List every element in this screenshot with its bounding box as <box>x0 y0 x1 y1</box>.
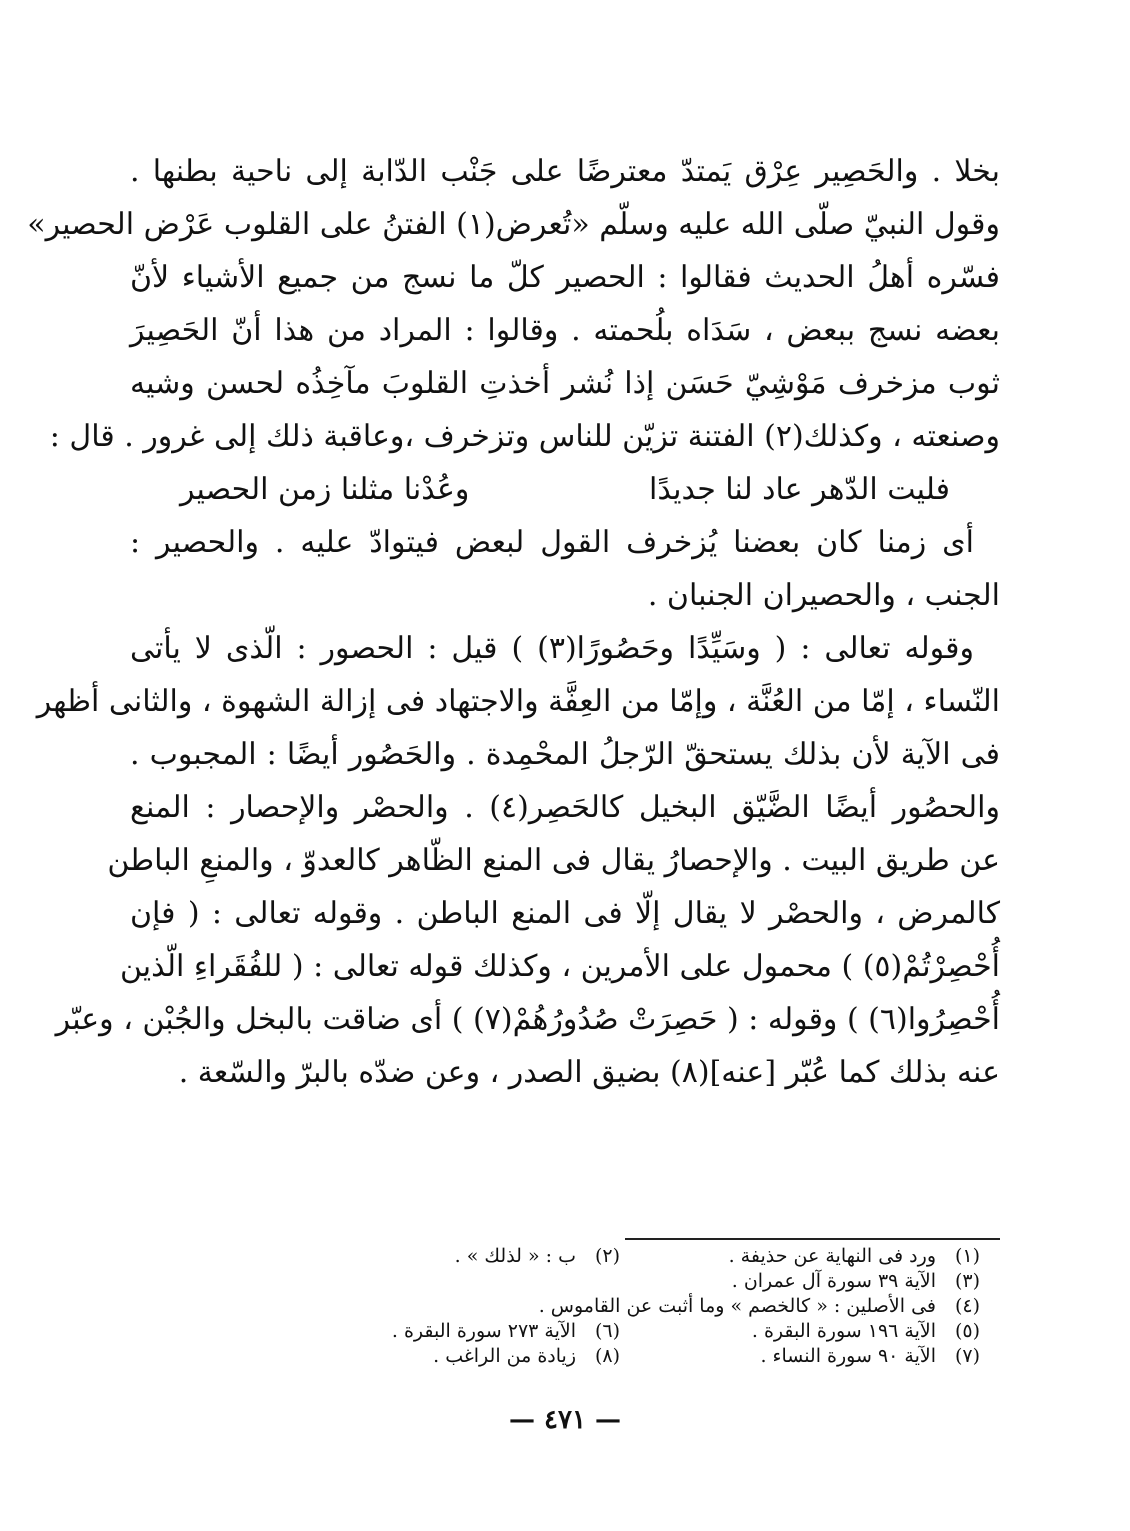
footnote-text: ورد فى النهاية عن حذيفة . <box>728 1245 936 1267</box>
footnote-number: (٣) <box>954 1270 980 1292</box>
footnote-number: (٤) <box>954 1295 980 1317</box>
footnote-divider <box>625 1238 1000 1240</box>
body-line: ثوب مزخرف مَوْشِيّ حَسَن إذا نُشر أخذتِ القلوبَ مآخِذُه لحسن وشيه <box>130 366 1000 401</box>
paragraph-line: عنه بذلك كما عُبّر [عنه](٨) بضيق الصدر ، وعن ضدّه بالبرّ والسّعة . <box>178 1055 1000 1090</box>
footnote <box>620 1319 980 1344</box>
footnote-text: الآية ٢٧٣ سورة البقرة . <box>391 1320 576 1342</box>
paragraph-line: فى الآية لأن بذلك يستحقّ الرّجلُ المحْمِدة . والحَصُور أيضًا : المجبوب . <box>130 737 1000 772</box>
footnote-number: (٧) <box>954 1345 980 1367</box>
footnote-text: فى الأصلين : « كالخصم » وما أثبت عن القاموس . <box>538 1295 936 1317</box>
footnote-row <box>250 1244 980 1269</box>
footnote <box>260 1344 620 1369</box>
footnote-number: (١) <box>954 1245 980 1267</box>
footnote-row <box>250 1344 980 1369</box>
footnote-number: (٨) <box>594 1345 620 1367</box>
paragraph-line: والحصُور أيضًا الضَّيّق البخيل كالحَصِر(٤) . والحصْر والإحصار : المنع <box>130 790 1000 825</box>
footnote-number: (٥) <box>954 1320 980 1342</box>
paragraph-line: أُحْصِرْتُمْ(٥) ) محمول على الأمرين ، وكذلك قوله تعالى : ( للفُقَراءِ الّذين <box>119 949 1000 984</box>
footnote-number: (٦) <box>594 1320 620 1342</box>
paragraph-line: أُحْصِرُوا(٦) ) وقوله : ( حَصِرَتْ صُدُورُهُمْ(٧) ) أى ضاقت بالبخل والجُبْن ، وعبّر <box>55 1002 1000 1037</box>
footnote-row <box>250 1319 980 1344</box>
paragraph-line: كالمرض ، والحصْر لا يقال إلّا فى المنع الباطن . وقوله تعالى : ( فإن <box>130 896 1000 931</box>
body-line: الجنب ، والحصيران الجنبان . <box>647 578 1000 613</box>
footnote-number: (٢) <box>594 1245 620 1267</box>
footnote <box>620 1344 980 1369</box>
paragraph-line: النّساء ، إمّا من العُنَّة ، وإمّا من العِفَّة والاجتهاد فى إزالة الشهوة ، والثانى أظهر <box>36 684 1000 719</box>
paragraph-line: وقوله تعالى : ( وسَيِّدًا وحَصُورًا(٣) ) قيل : الحصور : الّذى لا يأتى <box>130 631 974 666</box>
footnotes <box>250 1244 980 1369</box>
footnote-text: ب : « لذلك » . <box>454 1245 576 1267</box>
verse-first-hemistich: فليت الدّهر عاد لنا جديدًا <box>649 472 950 507</box>
footnote-text: الآية ١٩٦ سورة البقرة . <box>751 1320 936 1342</box>
footnote <box>260 1269 980 1294</box>
body-line: أى زمنا كان بعضنا يُزخرف القول لبعض فيتوادّ عليه . والحصير : <box>130 525 974 560</box>
body-line: بعضه نسج ببعض ، سَدَاه بلُحمته . وقالوا : المراد من هذا أنّ الحَصِيرَ <box>130 313 1000 348</box>
page-number: — ٤٧١ — <box>508 1405 622 1435</box>
footnote-row <box>250 1294 980 1319</box>
body-line: فسّره أهلُ الحديث فقالوا : الحصير كلّ ما نسج من جميع الأشياء لأنّ <box>130 260 1000 295</box>
footnote <box>620 1244 980 1269</box>
poetry-verse <box>130 463 1000 516</box>
body-line: بخلا . والحَصِير عِرْق يَمتدّ معترضًا على جَنْب الدّابة إلى ناحية بطنها . <box>130 154 1000 189</box>
body-line: وقول النبيّ صلّى الله عليه وسلّم «تُعرض(١) الفتنُ على القلوب عَرْض الحصير» <box>27 207 1000 242</box>
footnote-row <box>250 1269 980 1294</box>
paragraph-line: عن طريق البيت . والإحصارُ يقال فى المنع الظّاهر كالعدوّ ، والمنعِ الباطن <box>107 843 1000 878</box>
footnote-text: الآية ٣٩ سورة آل عمران . <box>731 1270 936 1292</box>
footnote <box>260 1319 620 1344</box>
body-line: وصنعته ، وكذلك(٢) الفتنة تزيّن للناس وتزخرف ،وعاقبة ذلك إلى غرور . قال : <box>49 419 1000 454</box>
footnote <box>260 1294 980 1319</box>
footnote <box>260 1244 620 1269</box>
footnote-text: الآية ٩٠ سورة النساء . <box>760 1345 936 1367</box>
verse-second-hemistich: وعُدْنا مثلنا زمن الحصير <box>180 472 470 507</box>
footnote-text: زيادة من الراغب . <box>433 1345 576 1367</box>
main-text <box>27 145 1000 1099</box>
